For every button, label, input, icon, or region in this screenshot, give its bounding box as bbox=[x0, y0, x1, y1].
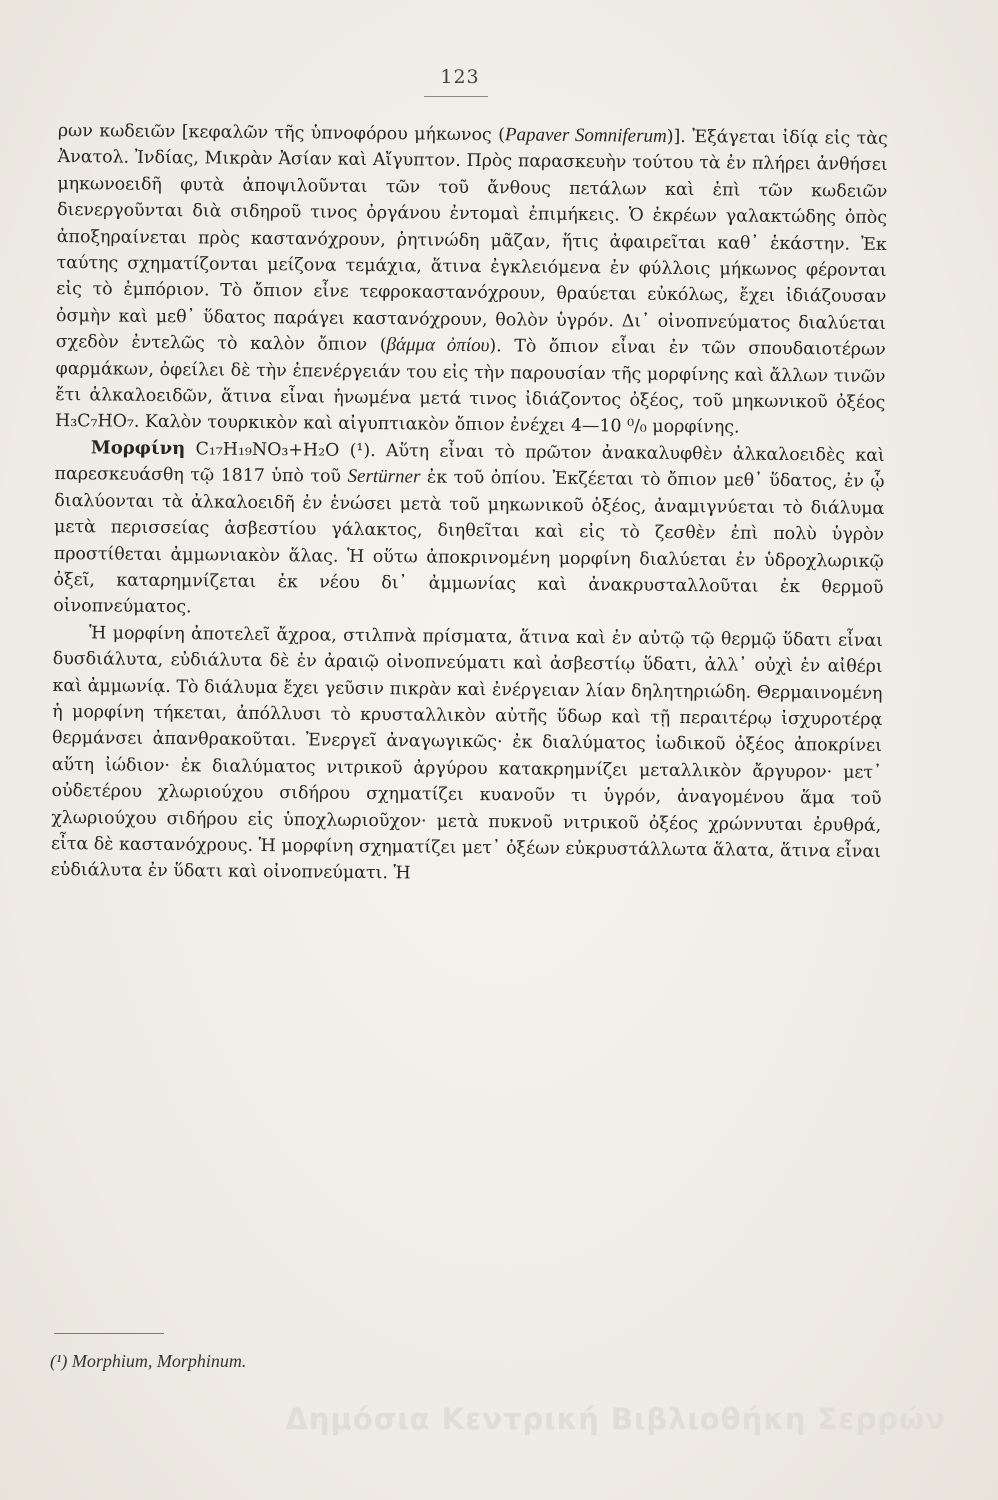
paragraph bbox=[55, 118, 888, 443]
paragraph-text: ρων κωδειῶν [κεφαλῶν τῆς ὑπνοφόρου μήκωνος ( bbox=[57, 120, 506, 146]
latin-name: Papaver Somniferum bbox=[504, 124, 667, 147]
footnote-marker: (¹) bbox=[50, 1351, 68, 1371]
section-term: Μορφίνη bbox=[90, 437, 186, 460]
paragraph-text: ἐκ τοῦ ὀπίου. Ἐκζέεται τὸ ὄπιον μεθ᾽ ὕδατος, ἐν ᾧ διαλύονται τὰ ἀλκαλοειδῆ ἐν ἑνώσει μετὰ τοῦ μηκωνικοῦ ὀξέος, ἀναμιγνύεται τὸ διάλυμα μετὰ περισσείας ἀσβεστίου γάλακτος, διηθεῖται καὶ εἰς τὸ ζεσθὲν ἐπὶ πολὺ ὑγρὸν προστίθεται ἀμμωνιακὸν ἅλας. Ἡ οὕτω ἀποκρινομένη μορφίνη διαλύεται ἐν ὑδροχλωρικῷ ὀξεῖ, καταρημνίζεται ἐκ νέου δι᾽ ἀμμωνίας καὶ ἀνακρυσταλλοῦται ἐκ θερμοῦ οἰνοπνεύματος. bbox=[53, 467, 885, 618]
paragraph-text: Ἡ μορφίνη ἀποτελεῖ ἄχροα, στιλπνὰ πρίσματα, ἅτινα καὶ ἐν αὐτῷ τῷ θερμῷ ὕδατι εἶναι δυσδιάλυτα, εὐδιάλυτα δὲ ἐν ἀραιῷ οἰνοπνεύματι καὶ ἀσβεστίῳ ὕδατι, ἀλλ᾽ οὐχὶ ἐν αἰθέρι καὶ ἀμμωνίᾳ. Τὸ διάλυμα ἔχει γεῦσιν πικρὰν καὶ ἐνέργειαν λίαν δηλητηριώδη. Θερμαινομένη ἡ μορφίνη τήκεται, ἀπόλλυσι τὸ κρυσταλλικὸν αὐτῆς ὕδωρ καὶ τῇ περαιτέρῳ ἰσχυροτέρᾳ θερμάνσει ἀπανθρακοῦται. Ἐνεργεῖ ἀναγωγικῶς· ἐκ διαλύματος ἰωδικοῦ ὀξέος ἀποκρίνει αὕτη ἰώδιον· ἐκ διαλύματος νιτρικοῦ ἀργύρου κατακρημνίζει μεταλλικὸν ἄργυρον· μετ᾽ οὐδετέρου χλωριούχου σιδήρου σχηματίζει κυανοῦν τι ὑγρόν, ἀναγομένου ἅμα τοῦ χλωριούχου σιδήρου εἰς ὑποχλωριοῦχον· μετὰ πυκνοῦ νιτρικοῦ ὀξέος χρώννυται ἐρυθρά, εἶτα δὲ καστανόχρους. Ἡ μορφίνη σχηματίζει μετ᾽ ὀξέων εὐκρυστάλλωτα ἅλατα, ἅτινα εἶναι εὐδιάλυτα ἐν ὕδατι καὶ οἰνοπνεύματι. Ἡ bbox=[50, 623, 884, 884]
footnote bbox=[50, 1351, 650, 1372]
latin-name: Sertürner bbox=[347, 466, 421, 488]
footnote-text: Morphium, Morphinum. bbox=[71, 1351, 247, 1371]
library-watermark: Δημόσια Κεντρική Βιβλιοθήκη Σερρών bbox=[285, 1402, 946, 1436]
body-text bbox=[51, 118, 888, 892]
paragraph-text: ). Τὸ ὄπιον εἶναι ἐν τῶν σπουδαιοτέρων φαρμάκων, ὀφείλει δὲ τὴν ἐπενέργειάν του εἰς τὴν παρουσίαν τῆς μορφίνης καὶ ἄλλων τινῶν ἔτι ἀλκαλοειδῶν, ἅτινα εἶναι ἡνωμένα μετά τινος ἰδιάζοντος ὀξέος, τοῦ μηκωνικοῦ ὀξέος H₃C₇HO₇. Καλὸν τουρκικὸν καὶ αἰγυπτιακὸν ὄπιον ἐνέχει 4—10 ⁰/₀ μορφίνης. bbox=[54, 336, 886, 439]
paragraph-text: )]. Ἐξάγεται ἰδίᾳ εἰς τὰς Ἀνατολ. Ἰνδίας, Μικρὰν Ἀσίαν καὶ Αἴγυπτον. Πρὸς παρασκευὴν τούτου τὰ ἐν πλήρει ἀνθήσει μηκωνοειδῆ φυτὰ ἀποψιλοῦνται τῶν τοῦ ἄνθους πετάλων καὶ ἐπὶ τῶν κωδειῶν διενεργοῦνται διὰ σιδηροῦ τινος ὀργάνου ἐντομαὶ ἐπιμήκεις. Ὁ ἐκρέων γαλακτώδης ὀπὸς ἀποξηραίνεται πρὸς καστανόχρουν, ῥητινώδη μᾶζαν, ἥτις ἀφαιρεῖται καθ᾽ ἑκάστην. Ἐκ ταύτης σχηματίζονται μείζονα τεμάχια, ἅτινα ἐγκλειόμενα ἐν φύλλοις μήκωνος φέρονται εἰς τὸ ἐμπόριον. Τὸ ὄπιον εἶνε τεφροκαστανόχρουν, θραύεται εὐκόλως, ἔχει ἰδιάζουσαν ὀσμὴν καὶ μεθ᾽ ὕδατος παράγει καστανόχρουν, θολὸν ὑγρόν. Δι᾽ οἰνοπνεύματος διαλύεται σχεδὸν ἐντελῶς τὸ καλὸν ὄπιον ( bbox=[55, 126, 888, 356]
footnote-divider bbox=[54, 1333, 164, 1334]
paragraph bbox=[53, 435, 885, 628]
latin-name: βάμμα ὀπίου bbox=[386, 334, 490, 357]
page-number: 123 bbox=[440, 66, 480, 88]
page-number-rule bbox=[424, 96, 488, 97]
paragraph bbox=[51, 620, 883, 892]
paragraph-text: C₁₇H₁₉NO₃+H₂O (¹). Αὕτη εἶναι τὸ πρῶτον ἀνακαλυφθὲν ἀλκαλοειδὲς καὶ παρεσκευάσθη τῷ 1817 ὑπὸ τοῦ bbox=[54, 439, 885, 488]
